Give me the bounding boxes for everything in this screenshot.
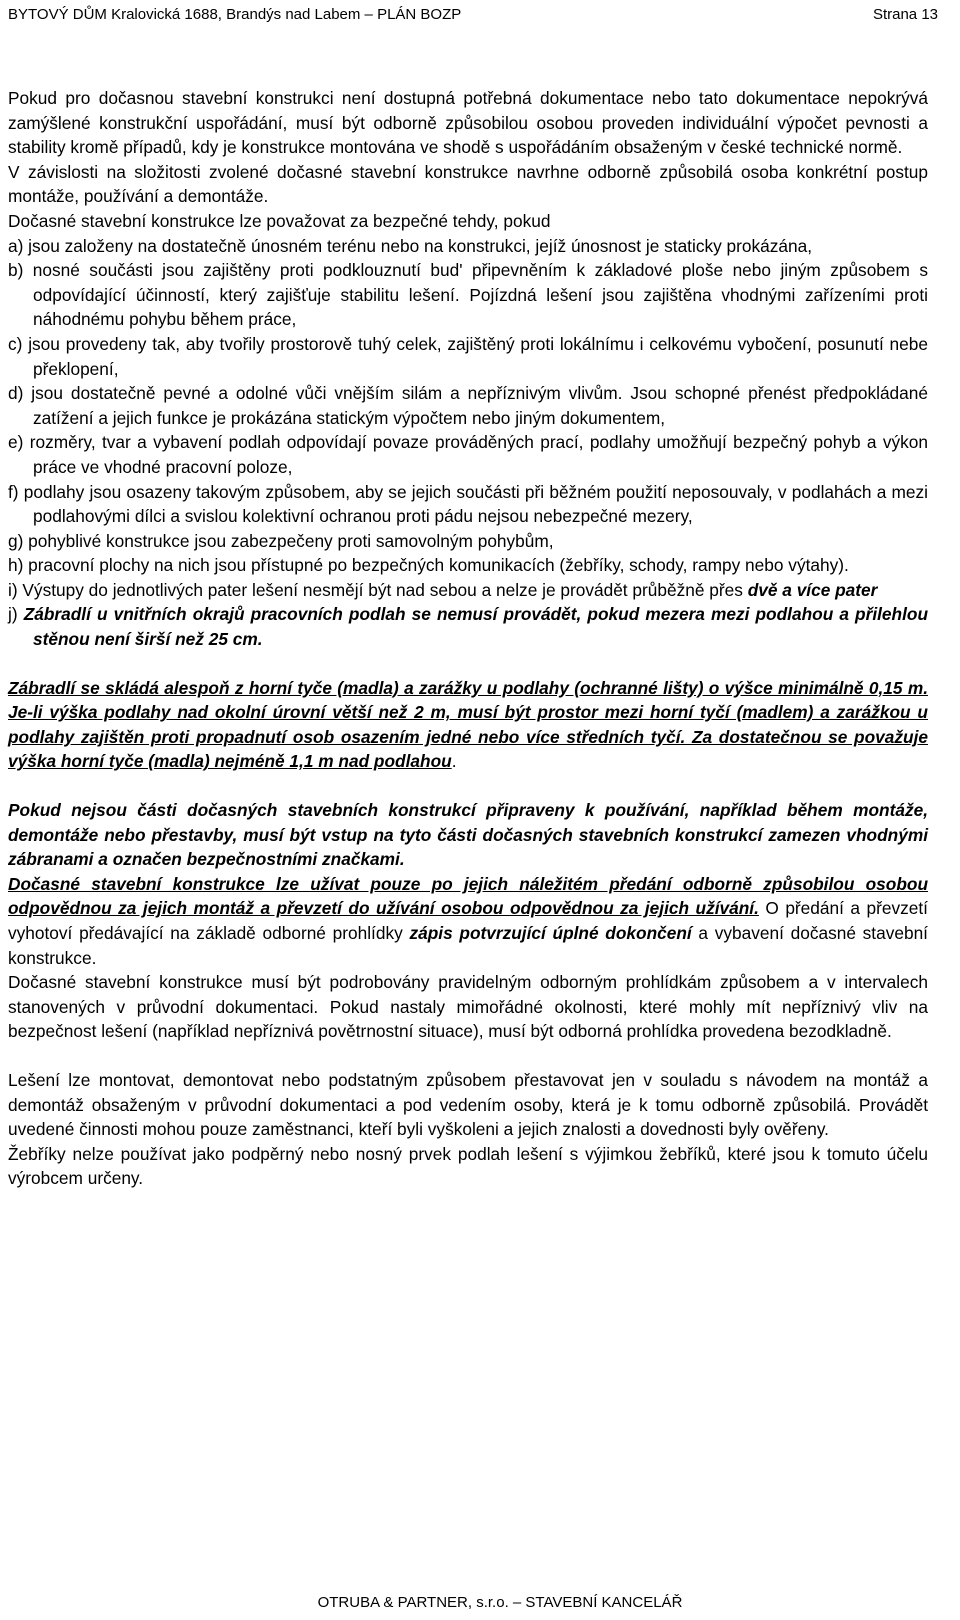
paragraph-documentation: Pokud pro dočasnou stavební konstrukci není dostupná potřebná dokumentace nebo tato dokumentace nepokrývá zamýšlené konstrukční uspořádání, musí být odborně způsobilou osobou proveden individuální výpočet pevnosti a stability kromě případů, kdy je konstrukce montována ve shodě s uspořádáním obsaženým v české technické normě. xyxy=(8,88,928,158)
list-item-i-bold: dvě a více pater xyxy=(747,579,878,600)
document-body xyxy=(8,86,928,1191)
list-item-j xyxy=(8,602,928,651)
list-item-g: g) pohyblivé konstrukce jsou zabezpečeny proti samovolným pohybům, xyxy=(8,530,554,551)
paragraph-railing: Zábradlí se skládá alespoň z horní tyče (madla) a zarážky u podlahy (ochranné lišty) o výšce minimálně 0,15 m. Je-li výška podlahy nad okolní úrovní větší než 2 m, musí být prostor mezi horní tyčí (madlem) a zarážkou u podlahy zajištěn proti propadnutí osob osazením jedné nebo více středních tyčí. Za dostatečnou se považuje výška horní tyče (madla) nejméně 1,1 m nad podlahou. xyxy=(8,677,928,772)
list-item-d: d) jsou dostatečně pevné a odolné vůči vnějším silám a nepříznivým vlivům. Jsou schopné přenést předpokládané zatížení a jejich funkce je prokázána statickým výpočtem nebo jiným dokumentem, xyxy=(8,383,928,428)
paragraph-assembly: Lešení lze montovat, demontovat nebo podstatným způsobem přestavovat jen v souladu s návodem na montáž a demontáž obsaženým v průvodní dokumentaci a pod vedením osoby, která je k tomu odborně způsobilá. Provádět uvedené činnosti mohou pouze zaměstnanci, kteří byli vyškoleni a jejich znalosti a dovednosti byly ověřeny. xyxy=(8,1069,928,1140)
paragraph-inspection: Dočasné stavební konstrukce musí být podrobovány pravidelným odborným prohlídkám způsobem a v intervalech stanovených v průvodní dokumentaci. Pokud nastaly mimořádné okolnosti, které mohly mít nepříznivý vliv na bezpečnost lešení (například nepříznivá povětrnostní situace), musí být odborná prohlídka provedena bezodkladně. xyxy=(8,972,928,1042)
railing-text: Zábradlí se skládá alespoň z horní tyče (madla) a zarážky u podlahy (ochranné lišty) o výšce minimálně 0,15 m. Je-li výška podlahy nad okolní úrovní větší než 2 m, musí být prostor mezi horní tyčí (madlem) a zarážkou u podlahy zajištěn proti propadnutí osob osazením jedné nebo více středních tyčí. Za dostatečnou se považuje výška horní tyče (madla) nejméně 1,1 m nad podlahou xyxy=(8,677,928,772)
list-item-j-label: j) xyxy=(8,604,18,625)
list-item-e: e) rozměry, tvar a vybavení podlah odpovídají povaze prováděných prací, podlahy umožňují bezpečný pohyb a výkon práce ve vhodné pracovní poloze, xyxy=(8,432,928,477)
list-item-b: b) nosné součásti jsou zajištěny proti podklouznutí bud' připevněním k základové ploše nebo jiným způsobem s odpovídající účinností, který zajišťuje stabilitu lešení. Pojízdná lešení jsou zajištěna vhodnými zařízeními proti náhodnému pohybu během práce, xyxy=(8,260,928,330)
list-item-j-bold: Zábradlí u vnitřních okrajů pracovních podlah se nemusí provádět, pokud mezera mezi podlahou a přilehlou stěnou není širší než 25 cm. xyxy=(17,604,928,650)
page-header xyxy=(8,6,952,26)
handover-bold: Dočasné stavební konstrukce lze užívat pouze po jejich náležitém předání odborně způsobilou osobou odpovědnou za jejich montáž a převzetí do užívání osobou odpovědnou za jejich užívání. xyxy=(8,873,928,919)
list-item-i-text: i) Výstupy do jednotlivých pater lešení nesmějí být nad sebou a nelze je provádět průběžně přes xyxy=(8,579,748,600)
paragraph-complexity: V závislosti na složitosti zvolené dočasné stavební konstrukce navrhne odborně způsobilá osoba konkrétní postup montáže, používání a demontáže. xyxy=(8,161,928,207)
paragraph-handover: Dočasné stavební konstrukce lze užívat pouze po jejich náležitém předání odborně způsobilou osobou odpovědnou za jejich montáž a převzetí do užívání osobou odpovědnou za jejich užívání. O předání a převzetí vyhotoví předávající na základě odborné prohlídky zápis potvrzující úplné dokončení a vybavení dočasné stavební konstrukce. xyxy=(8,873,928,968)
footer-text: OTRUBA & PARTNER, s.r.o. – STAVEBNÍ KANCELÁŘ xyxy=(317,1594,683,1611)
page-footer xyxy=(0,1594,960,1611)
conditions-list xyxy=(8,234,928,652)
list-item-a: a) jsou založeny na dostatečně únosném terénu nebo na konstrukci, jejíž únosnost je staticky prokázána, xyxy=(8,235,813,256)
list-item-h: h) pracovní plochy na nich jsou přístupné po bezpečných komunikacích (žebříky, schody, rampy nebo výtahy). xyxy=(8,555,849,576)
document-title: BYTOVÝ DŮM Kralovická 1688, Brandýs nad Labem – PLÁN BOZP xyxy=(8,6,462,23)
paragraph-ladders: Žebříky nelze používat jako podpěrný nebo nosný prvek podlah lešení s výjimkou žebříků, které jsou k tomuto účelu výrobcem určeny. xyxy=(8,1143,928,1189)
handover-record: zápis potvrzující úplné dokončení xyxy=(409,923,692,943)
paragraph-not-ready: Pokud nejsou části dočasných stavebních konstrukcí připraveny k používání, například během montáže, demontáže nebo přestavby, musí být vstup na tyto části dočasných stavebních konstrukcí zamezen vhodnými zábranami a označen bezpečnostními značkami. xyxy=(8,800,928,870)
page-number: Strana 13 xyxy=(872,6,938,23)
list-item-i xyxy=(8,578,928,603)
list-item-f: f) podlahy jsou osazeny takovým způsobem, aby se jejich součásti při běžném použití neposouvaly, v podlahách a mezi podlahovými dílci a svislou kolektivní ochranou proti pádu nejsou nebezpečné mezery, xyxy=(8,481,928,527)
list-item-c: c) jsou provedeny tak, aby tvořily prostorově tuhý celek, zajištěný proti lokálnímu i celkovému vybočení, posunutí nebe překlopení, xyxy=(8,333,928,379)
paragraph-safe-conditions: Dočasné stavební konstrukce lze považovat za bezpečné tehdy, pokud xyxy=(8,210,551,231)
